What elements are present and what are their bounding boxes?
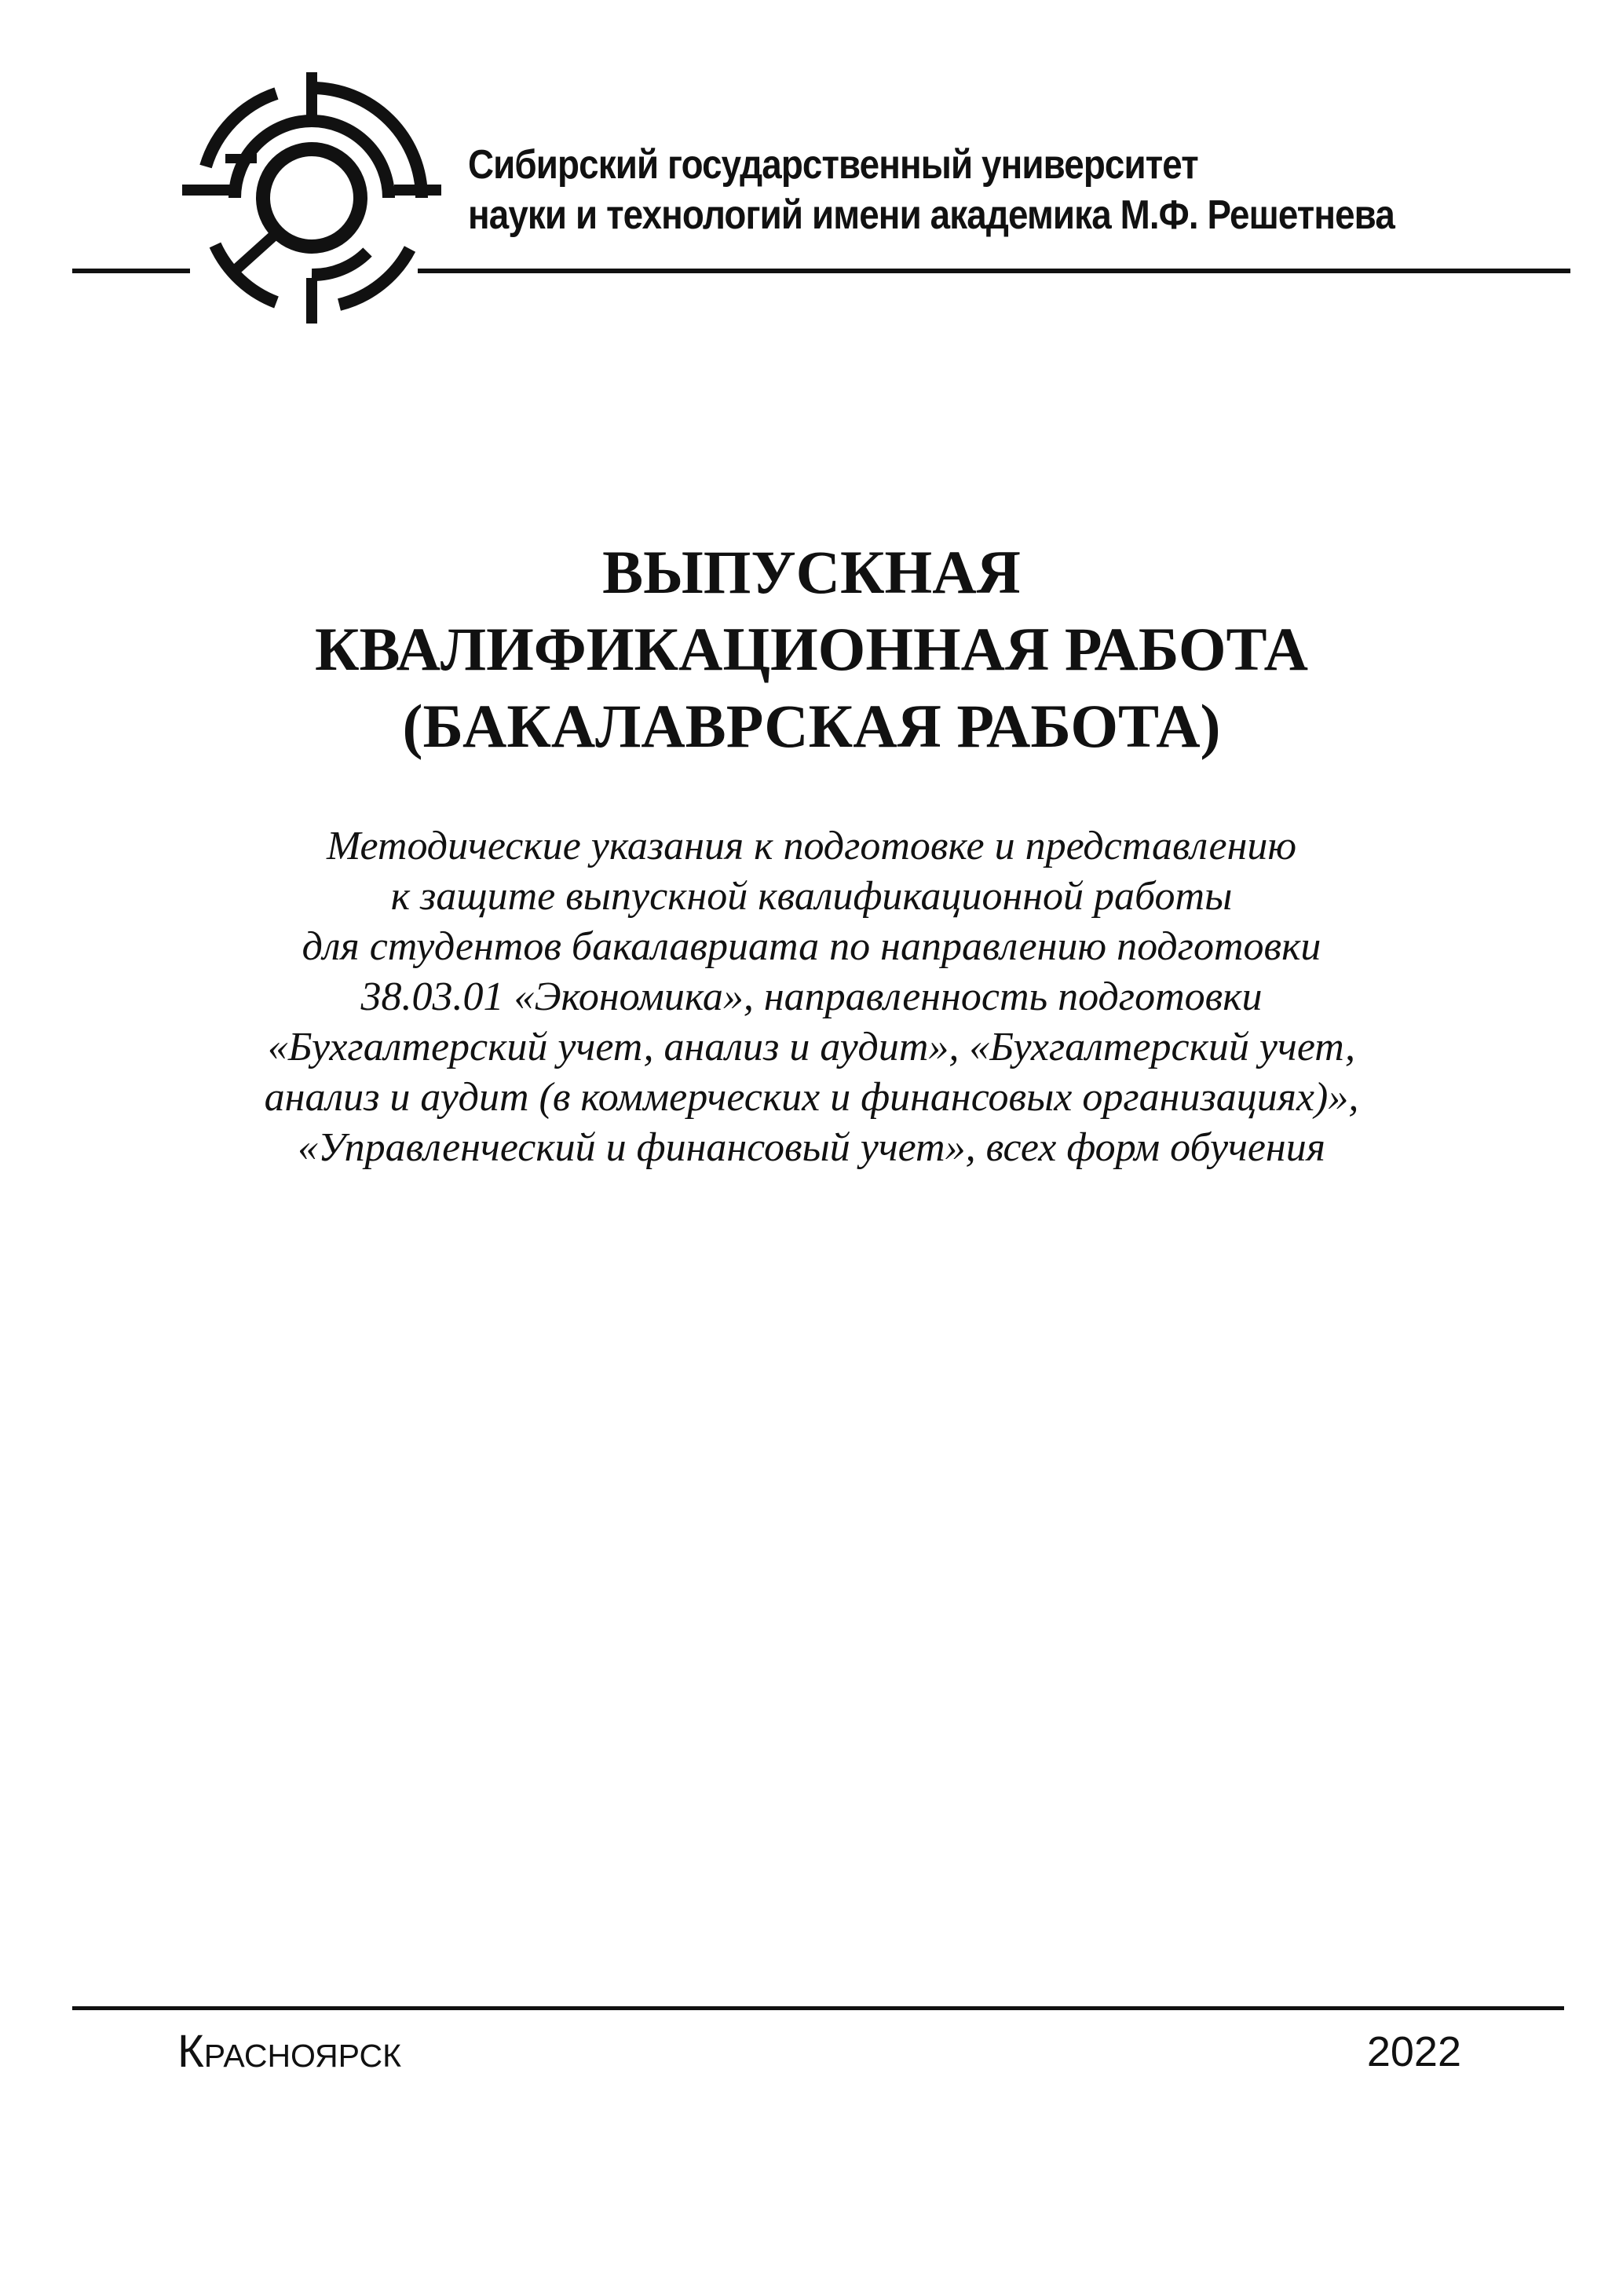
subtitle-line: к защите выпускной квалификационной работы xyxy=(390,874,1233,919)
cover-header xyxy=(0,0,1623,330)
subtitle-line: Методические указания к подготовке и представлению xyxy=(326,824,1297,868)
header-divider-left xyxy=(72,269,190,273)
subtitle-line: 38.03.01 «Экономика», направленность подготовки xyxy=(360,974,1263,1019)
publication-city: Красноярск xyxy=(177,2026,402,2077)
subtitle-line: «Управленческий и финансовый учет», всех форм обучения xyxy=(298,1125,1325,1170)
university-name-line1: Сибирский государственный университет xyxy=(468,142,1198,188)
subtitle-line: анализ и аудит (в коммерческих и финансовых организациях)», xyxy=(264,1075,1359,1120)
footer-divider xyxy=(72,2006,1564,2010)
university-name-line2: науки и технологий имени академика М.Ф. Решетнева xyxy=(468,192,1395,238)
publication-year: 2022 xyxy=(1366,2028,1461,2075)
document-title-line3: (БАКАЛАВРСКАЯ РАБОТА) xyxy=(402,692,1221,760)
header-divider-right xyxy=(418,269,1570,273)
university-name xyxy=(468,140,1421,240)
document-subtitle xyxy=(0,821,1623,1173)
document-title-line1: ВЫПУСКНАЯ xyxy=(602,538,1021,606)
subtitle-line: «Бухгалтерский учет, анализ и аудит», «Бухгалтерский учет, xyxy=(267,1025,1356,1069)
university-emblem-icon xyxy=(182,72,441,324)
document-title xyxy=(0,534,1623,765)
subtitle-line: для студентов бакалавриата по направлению подготовки xyxy=(302,924,1321,969)
document-title-line2: КВАЛИФИКАЦИОННАЯ РАБОТА xyxy=(314,615,1309,683)
